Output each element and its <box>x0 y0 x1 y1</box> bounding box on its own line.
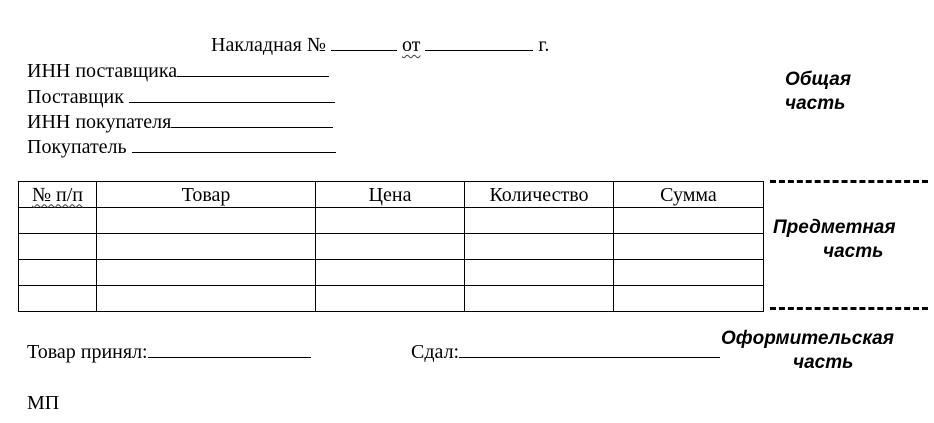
buyer-inn-label: ИНН покупателя <box>27 111 172 133</box>
supplier-field[interactable] <box>129 85 335 103</box>
separator-top <box>770 180 928 183</box>
section-general-line1: Общая <box>785 69 852 90</box>
table-cell[interactable] <box>19 286 97 312</box>
invoice-from-label: от <box>401 34 421 56</box>
column-quantity-header: Количество <box>465 182 614 208</box>
table-cell[interactable] <box>97 208 316 234</box>
buyer-row <box>27 135 336 159</box>
goods-table <box>18 181 764 312</box>
column-number-header: № п/п <box>19 182 97 208</box>
received-label: Товар принял: <box>27 341 148 363</box>
stamp-label: МП <box>27 392 60 414</box>
separator-bottom <box>770 307 928 310</box>
received-row <box>27 340 311 364</box>
table-cell[interactable] <box>316 208 465 234</box>
column-product-header: Товар <box>97 182 316 208</box>
section-formal-label <box>721 327 894 375</box>
buyer-field[interactable] <box>132 135 336 153</box>
invoice-date-field[interactable] <box>425 33 533 51</box>
table-cell[interactable] <box>316 234 465 260</box>
section-subject-line1: Предметная <box>773 217 896 238</box>
table-cell[interactable] <box>614 260 764 286</box>
table-cell[interactable] <box>19 260 97 286</box>
received-signature-field[interactable] <box>148 340 311 358</box>
buyer-label: Покупатель <box>27 136 127 158</box>
section-formal-line1: Оформительская <box>721 328 894 349</box>
handed-signature-field[interactable] <box>459 340 720 358</box>
handed-label: Сдал: <box>411 341 460 363</box>
column-sum-header: Сумма <box>614 182 764 208</box>
table-cell[interactable] <box>316 260 465 286</box>
supplier-row <box>27 85 335 109</box>
invoice-number-field[interactable] <box>331 33 397 51</box>
section-formal-line2: часть <box>793 352 854 373</box>
section-general-line2: часть <box>785 93 846 114</box>
invoice-year-suffix: г. <box>538 34 550 56</box>
section-general-label <box>785 68 851 116</box>
section-subject-label <box>773 216 896 264</box>
table-cell[interactable] <box>19 208 97 234</box>
table-cell[interactable] <box>614 208 764 234</box>
table-cell[interactable] <box>97 234 316 260</box>
buyer-inn-field[interactable] <box>171 110 333 128</box>
table-row <box>19 234 764 260</box>
table-cell[interactable] <box>465 234 614 260</box>
table-cell[interactable] <box>614 286 764 312</box>
table-row <box>19 208 764 234</box>
section-subject-line2: часть <box>823 241 884 262</box>
table-header-row <box>19 182 764 208</box>
supplier-inn-field[interactable] <box>177 59 329 77</box>
table-cell[interactable] <box>465 208 614 234</box>
supplier-label: Поставщик <box>27 86 124 108</box>
invoice-title: Накладная № <box>211 34 326 56</box>
table-cell[interactable] <box>316 286 465 312</box>
table-cell[interactable] <box>465 260 614 286</box>
handed-row <box>411 340 720 364</box>
supplier-inn-row <box>27 59 329 83</box>
table-cell[interactable] <box>465 286 614 312</box>
table-cell[interactable] <box>614 234 764 260</box>
column-price-header: Цена <box>316 182 465 208</box>
table-row <box>19 286 764 312</box>
invoice-title-line <box>211 33 549 57</box>
table-cell[interactable] <box>97 260 316 286</box>
table-cell[interactable] <box>97 286 316 312</box>
buyer-inn-row <box>27 110 333 134</box>
table-row <box>19 260 764 286</box>
supplier-inn-label: ИНН поставщика <box>27 60 178 82</box>
table-cell[interactable] <box>19 234 97 260</box>
